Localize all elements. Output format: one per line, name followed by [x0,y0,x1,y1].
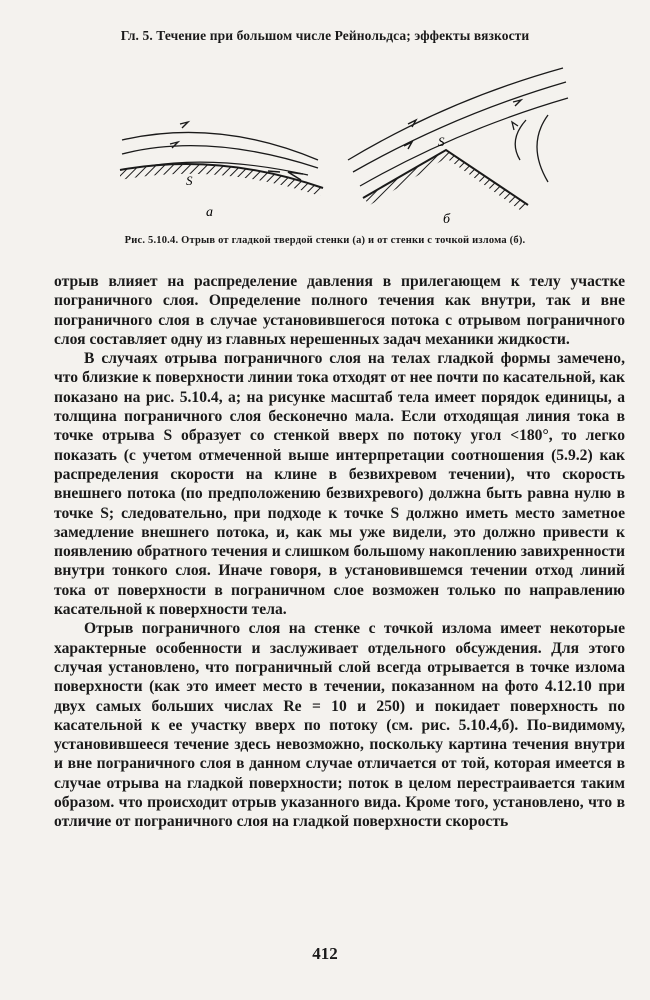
arrow-a2 [170,142,178,148]
streamline-b1 [348,68,563,160]
recirculation-arrow [512,122,518,130]
separation-point-a: S [186,173,193,188]
separation-point-b: S [438,134,445,149]
panel-b [348,68,568,227]
recirculation-arc-2 [537,115,548,182]
panel-a [120,122,323,220]
arrow-b3 [513,100,521,106]
label-b: б [443,212,451,227]
arrow-a1 [180,122,188,128]
paragraph-2: В случаях отрыва пограничного слоя на телах гладкой формы замечено, что близкие к поверхности линии тока отходят от нее почти по касательной, как показано на рис. 5.10.4, а; на рисунке масштаб тела имеет порядок единицы, а толщина пограничного слоя бесконечно мала. Если отходящая линия тока в точке отрыва S образует со стенкой вверх по потоку угол <180°, то легко показать (с учетом отмеченной выше интерпретации соотношения (5.9.2) как распределения скорости на клине в безвихревом течении), что скорость внешнего потока (по предположению безвихревого) должна быть равна нулю в точке S; следовательно, при подходе к точке S должно иметь место заметное замедление внешнего потока, и, как мы уже видели, это должно привести к появлению обратного течения и слишком большому накоплению завихренности внутри тонкого слоя. Иначе говоря, в установившемся течении отход линий тока от поверхности в пограничном слое возможен только по направлению касательной к поверхности тела. [54,350,625,619]
paragraph-1: отрыв влияет на распределение давления в прилегающем к телу участке пограничного слоя. Определение полного течения как внутри, так и вне пограничного слоя в случае установившегося потока с отрывом пограничного слоя составляет одну из главных нерешенных задач механики жидкости. [54,273,625,348]
smooth-wall-hatching [120,164,323,196]
label-a: а [206,205,213,220]
separation-diagram [108,60,578,235]
figure-5-10-4 [108,60,578,235]
reverse-flow-line [268,171,280,172]
running-header: Гл. 5. Течение при большом числе Рейнольдса; эффекты вязкости [120,28,530,43]
body-text [54,272,625,832]
figure-caption: Рис. 5.10.4. Отрыв от гладкой твердой стенки (а) и от стенки с точкой излома (б). [124,235,526,246]
page-number: 412 [312,944,338,963]
streamline-a1 [122,132,318,160]
corner-wall-hatching [363,150,528,210]
paragraph-3: Отрыв пограничного слоя на стенке с точкой излома имеет некоторые характерные особенности и заслуживает отдельного обсуждения. Для этого случая установлено, что пограничный слой всегда отрывается в точке излома поверхности (как это имеет место в течении, показанном на фото 4.12.10 при двух самых больших числах Re = 10 и 250) и покидает поверхность по касательной к ее участку вверх по потоку (см. рис. 5.10.4,б). По-видимому, установившееся течение здесь невозможно, поскольку картина течения внутри и вне пограничного слоя в данном случае отличается от той, которая имеется в случае отрыва на гладкой поверхности; поток в целом перестраивается таким образом. что происходит отрыв указанного вида. Кроме того, установлено, что в отличие от пограничного слоя на гладкой поверхности скорость [54,620,625,831]
recirculation-arc-1 [515,120,526,160]
